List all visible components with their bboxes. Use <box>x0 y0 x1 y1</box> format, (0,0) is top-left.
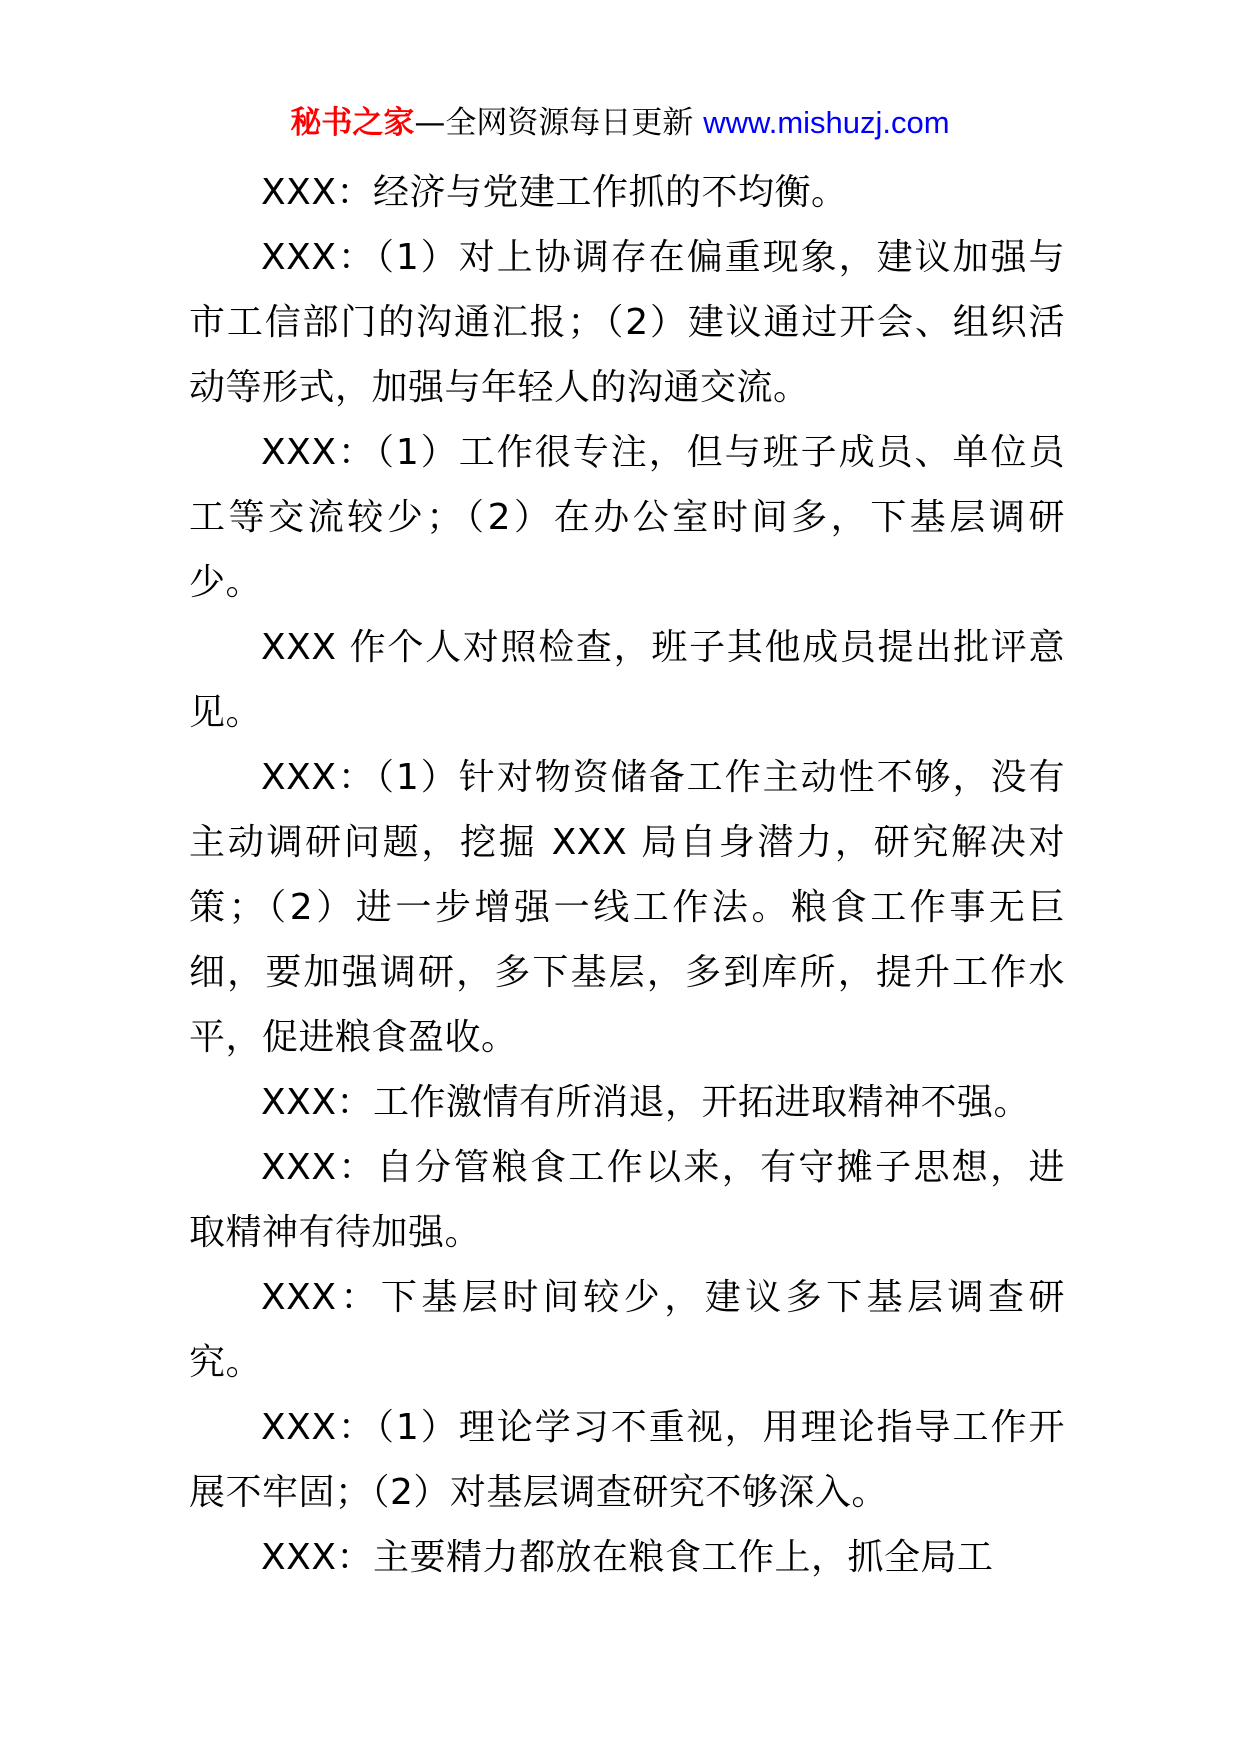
paragraph: XXX：（1）工作很专注，但与班子成员、单位员工等交流较少；（2）在办公室时间多，下基层调研少。 <box>189 432 1065 603</box>
paragraph: XXX：工作激情有所消退，开拓进取精神不强。 <box>261 1082 1030 1123</box>
document-body <box>189 160 1065 1590</box>
paragraph: XXX：（1）对上协调存在偏重现象，建议加强与市工信部门的沟通汇报；（2）建议通过开会、组织活动等形式，加强与年轻人的沟通交流。 <box>189 237 1065 408</box>
paragraph: XXX：下基层时间较少，建议多下基层调查研究。 <box>189 1277 1065 1383</box>
site-url-link[interactable]: www.mishuzj.com <box>703 105 950 140</box>
paragraph: XXX：（1）针对物资储备工作主动性不够，没有主动调研问题，挖掘 XXX 局自身潜力，研究解决对策；（2）进一步增强一线工作法。粮食工作事无巨细，要加强调研，多下基层，多到库所，提升工作水平，促进粮食盈收。 <box>189 757 1065 1058</box>
paragraph: XXX：主要精力都放在粮食工作上，抓全局工 <box>261 1537 994 1578</box>
header-tagline: —全网资源每日更新 <box>414 105 694 141</box>
paragraph: XXX：（1）理论学习不重视，用理论指导工作开展不牢固；（2）对基层调查研究不够深入。 <box>189 1407 1065 1513</box>
paragraph: XXX 作个人对照检查，班子其他成员提出批评意见。 <box>189 627 1065 733</box>
paragraph: XXX：经济与党建工作抓的不均衡。 <box>261 172 848 213</box>
brand-name: 秘书之家 <box>290 105 415 141</box>
site-header <box>0 100 1240 146</box>
paragraph: XXX：自分管粮食工作以来，有守摊子思想，进取精神有待加强。 <box>189 1147 1065 1253</box>
